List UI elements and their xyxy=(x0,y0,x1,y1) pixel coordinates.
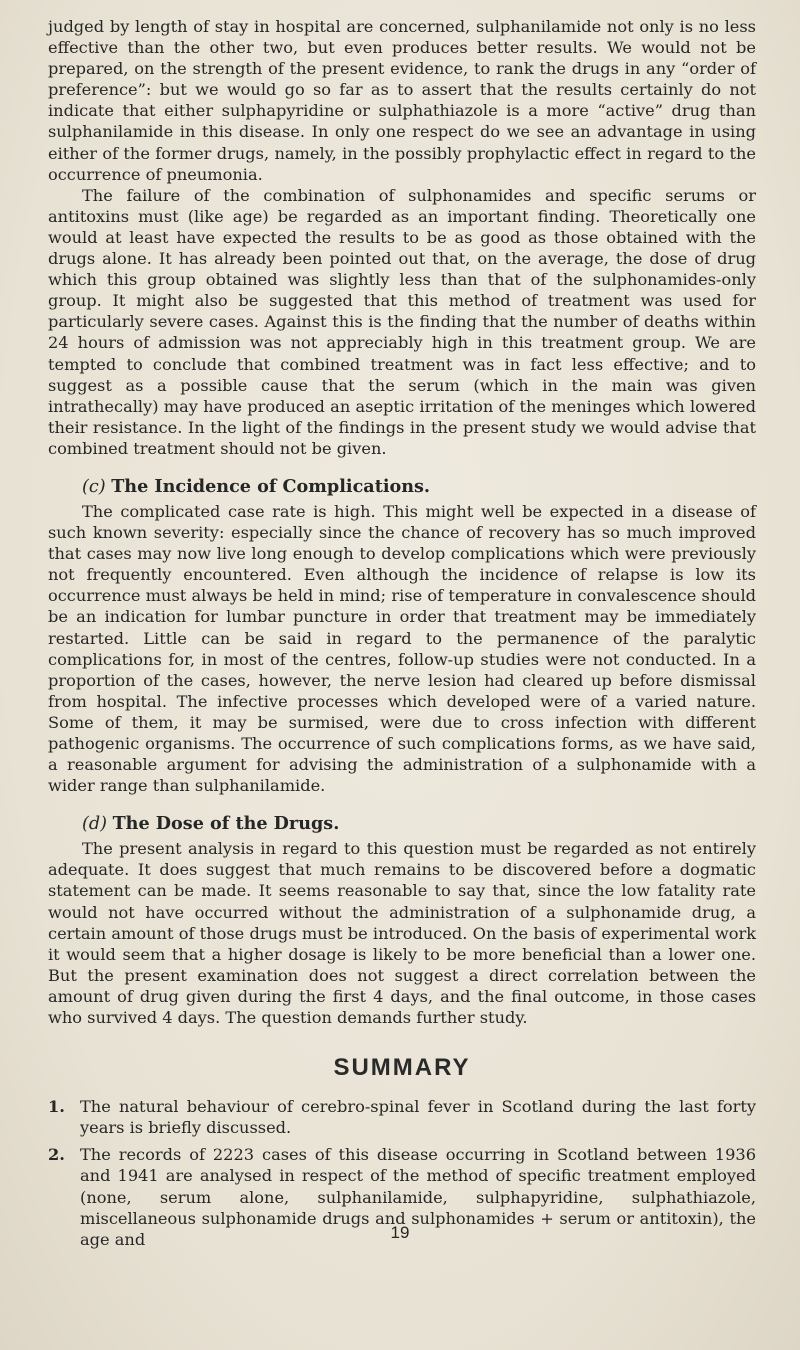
summary-item-1 xyxy=(48,1096,756,1138)
intro-paragraph-1: judged by length of stay in hospital are concerned, sulphanilamide not only is no less effective than the other two, but even produces better results. We would not be prepared, on the strength of the present evidence, to rank the drugs in any “order of preference”: but we would go so far as to assert that the results certainly do not indicate that either sulphapyridine or sulphathiazole is a more “active” drug than sulphanilamide in this disease. In only one respect do we see an advantage in using either of the former drugs, namely, in the possibly prophylactic effect in regard to the occurrence of pneumonia. xyxy=(48,17,756,184)
summary-heading: SUMMARY xyxy=(333,1054,471,1082)
summary-item-number: 2. xyxy=(48,1145,65,1165)
section-c-title: The Incidence of Complications. xyxy=(111,475,431,497)
section-d-paragraph: The present analysis in regard to this question must be regarded as not entirely adequate. It does suggest that much remains to be discovered before a dogmatic statement can be made. It seems reasonable to say that, since the low fatality rate would not have occurred without the administration of a sulphonamide drug, a certain amount of those drugs must be introduced. On the basis of experimental work it would seem that a higher dosage is likely to be more beneficial than a lower one. But the present examination does not suggest a direct correlation between the amount of drug given during the first 4 days, and the final outcome, in those cases who survived 4 days. The question demands further study. xyxy=(48,839,756,1028)
summary-item-number: 1. xyxy=(48,1097,65,1117)
section-c-heading xyxy=(48,475,756,499)
section-c-marker: (c) xyxy=(82,476,106,497)
section-c-paragraph: The complicated case rate is high. This might well be expected in a disease of such known severity: especially since the chance of recovery has so much improved that cases may now live long enough to develop complications which were previously not frequently encountered. Even although the incidence of relapse is low its occurrence must always be held in mind; rise of temperature in convalescence should be an indication for lumbar puncture in order that treatment may be immediately restarted. Little can be said in regard to the permanence of the paralytic complications for, in most of the centres, follow-up studies were not conducted. In a proportion of the cases, however, the nerve lesion had cleared up before dismissal from hospital. The infective processes which developed were of a varied nature. Some of them, it may be surmised, were due to cross infection with different pathogenic organisms. The occurrence of such complications forms, as we have said, a reasonable argument for advising the administration of a sulphonamide with a wider range than sulphanilamide. xyxy=(48,501,756,796)
section-d-marker: (d) xyxy=(82,814,107,835)
text-column xyxy=(48,16,756,1256)
summary-item-text: The records of 2223 cases of this disease occurring in Scotland between 1936 and 1941 are analysed in respect of the method of specific treatment employed (none, serum alone, sulphanilamide, sulphapyridine, sulphathiazole, miscellaneous sulphonamide drugs and sulphonamides + serum or antitoxin), the age and xyxy=(80,1145,756,1249)
intro-paragraph-2: The failure of the combination of sulphonamides and specific serums or antitoxins must (like age) be regarded as an important finding. Theoretically one would at least have expected the results to be as good as those obtained with the drugs alone. It has already been pointed out that, on the average, the dose of drug which this group obtained was slightly less than that of the sulphonamides-only group. It might also be suggested that this method of treatment was used for particularly severe cases. Against this is the finding that the number of deaths within 24 hours of admission was not appreciably high in this treatment group. We are tempted to conclude that combined treatment was in fact less effective; and to suggest as a possible cause that the serum (which in the main was given intrathecally) may have produced an aseptic irritation of the meninges which lowered their resistance. In the light of the findings in the present study we would advise that combined treatment should not be given. xyxy=(48,185,756,458)
summary-item-text: The natural behaviour of cerebro-spinal fever in Scotland during the last forty years is briefly discussed. xyxy=(80,1097,756,1138)
page-number: 19 xyxy=(390,1223,410,1242)
section-d-heading xyxy=(48,812,756,836)
section-d-title: The Dose of the Drugs. xyxy=(112,813,340,835)
